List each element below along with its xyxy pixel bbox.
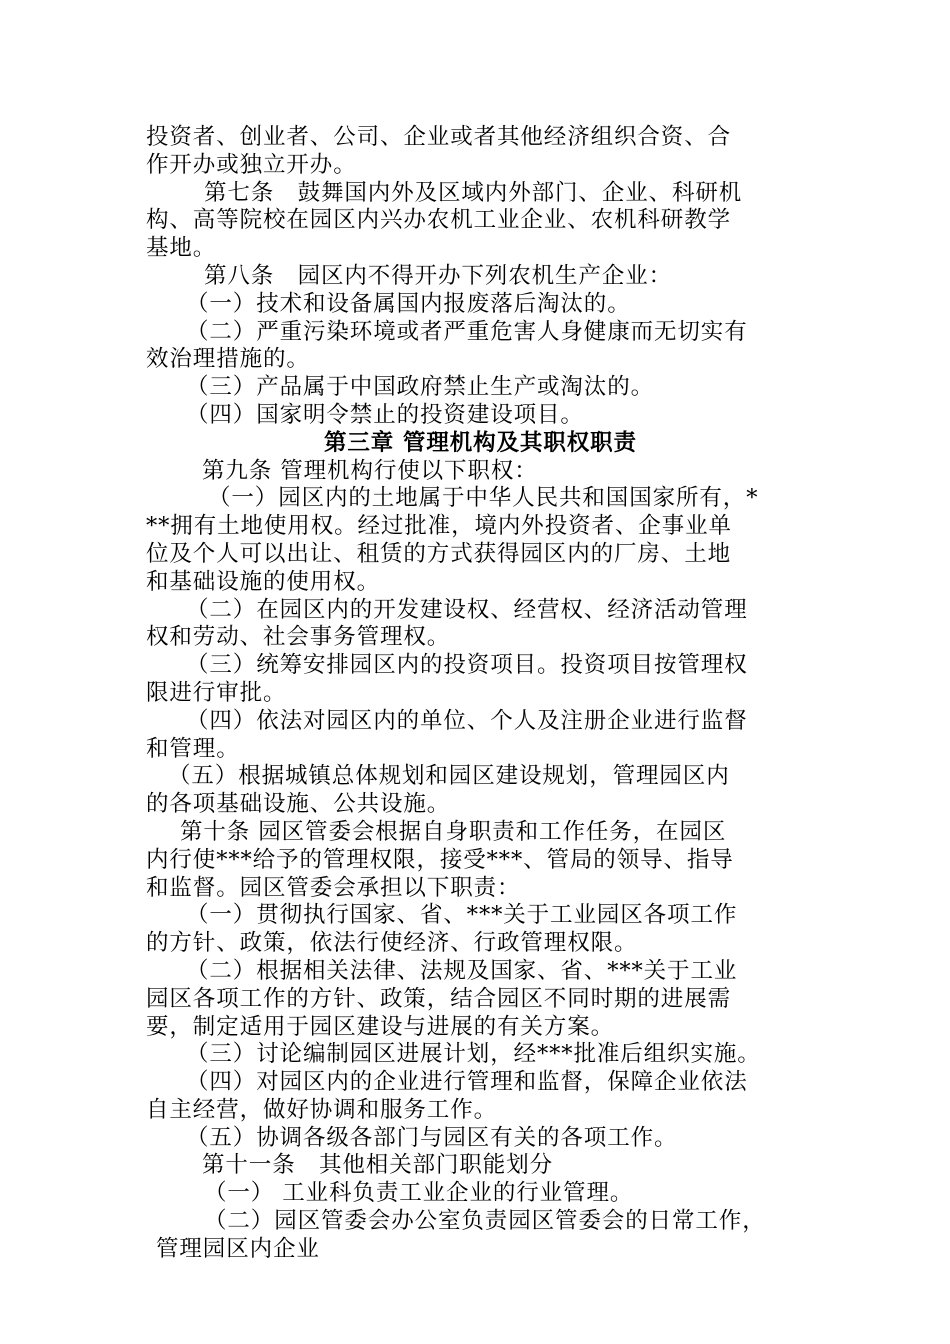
text-line: （五）根据城镇总体规划和园区建设规划，管理园区内: [168, 763, 730, 790]
text-line: （一）技术和设备属国内报废落后淘汰的。: [186, 290, 631, 317]
text-line: 位及个人可以出让、租赁的方式获得园区内的厂房、土地: [146, 540, 732, 567]
text-line: （五）协调各级各部门与园区有关的各项工作。: [186, 1124, 678, 1151]
text-line: 园区各项工作的方针、政策，结合园区不同时期的进展需: [146, 985, 732, 1012]
text-line: 要，制定适用于园区建设与进展的有关方案。: [146, 1013, 615, 1040]
text-line: **拥有土地使用权。经过批准，境内外投资者、企事业单: [146, 513, 732, 540]
text-line: 自主经营，做好协调和服务工作。: [146, 1096, 498, 1123]
text-line: 内行使***给予的管理权限，接受***、管局的领导、指导: [146, 846, 734, 873]
text-line: 的各项基础设施、公共设施。: [146, 791, 451, 818]
text-line: 的方针、政策，依法行使经济、行政管理权限。: [146, 930, 638, 957]
text-line: 和基础设施的使用权。: [146, 568, 381, 595]
text-line: 作开办或独立开办。: [146, 151, 357, 178]
text-line: 第十条 园区管委会根据自身职责和工作任务，在园区: [180, 818, 727, 845]
text-line: （四）依法对园区内的单位、个人及注册企业进行监督: [186, 707, 748, 734]
text-line: 第八条 园区内不得开办下列农机生产企业：: [204, 262, 673, 289]
document-page: [146, 124, 806, 1264]
text-line: （四）国家明令禁止的投资建设项目。: [186, 401, 584, 428]
text-line: 第九条 管理机构行使以下职权：: [202, 457, 538, 484]
text-line: 和管理。: [146, 735, 240, 762]
text-line: （二）严重污染环境或者严重危害人身健康而无切实有: [186, 318, 748, 345]
text-line: （二）根据相关法律、法规及国家、省、***关于工业: [186, 957, 738, 984]
text-line: 第十一条 其他相关部门职能划分: [202, 1152, 554, 1179]
text-line: 基地。: [146, 235, 217, 262]
text-line: （二）园区管委会办公室负责园区管委会的日常工作，: [204, 1208, 766, 1235]
text-line: （三）统筹安排园区内的投资项目。投资项目按管理权: [186, 652, 748, 679]
text-line: 效治理措施的。: [146, 346, 310, 373]
text-line: 管理园区内企业: [156, 1235, 320, 1262]
text-line: （四）对园区内的企业进行管理和监督，保障企业依法: [186, 1069, 748, 1096]
text-line: （一）贯彻执行国家、省、***关于工业园区各项工作: [186, 902, 738, 929]
text-line: （二）在园区内的开发建设权、经营权、经济活动管理: [186, 596, 748, 623]
text-line: 和监督。园区管委会承担以下职责：: [146, 874, 521, 901]
text-line: 限进行审批。: [146, 679, 287, 706]
chapter-heading: 第三章 管理机构及其职权职责: [324, 429, 637, 456]
text-line: （一）园区内的土地属于中华人民共和国国家所有，*: [208, 485, 759, 512]
text-line: （三）讨论编制园区进展计划，经***批准后组织实施。: [186, 1041, 761, 1068]
text-line: （三）产品属于中国政府禁止生产或淘汰的。: [186, 374, 655, 401]
text-line: （一） 工业科负责工业企业的行业管理。: [204, 1180, 634, 1207]
text-line: 第七条 鼓舞国内外及区域内外部门、企业、科研机: [204, 179, 743, 206]
text-line: 权和劳动、社会事务管理权。: [146, 624, 451, 651]
text-line: 投资者、创业者、公司、企业或者其他经济组织合资、合: [146, 124, 732, 150]
text-line: 构、高等院校在园区内兴办农机工业企业、农机科研教学: [146, 207, 732, 234]
